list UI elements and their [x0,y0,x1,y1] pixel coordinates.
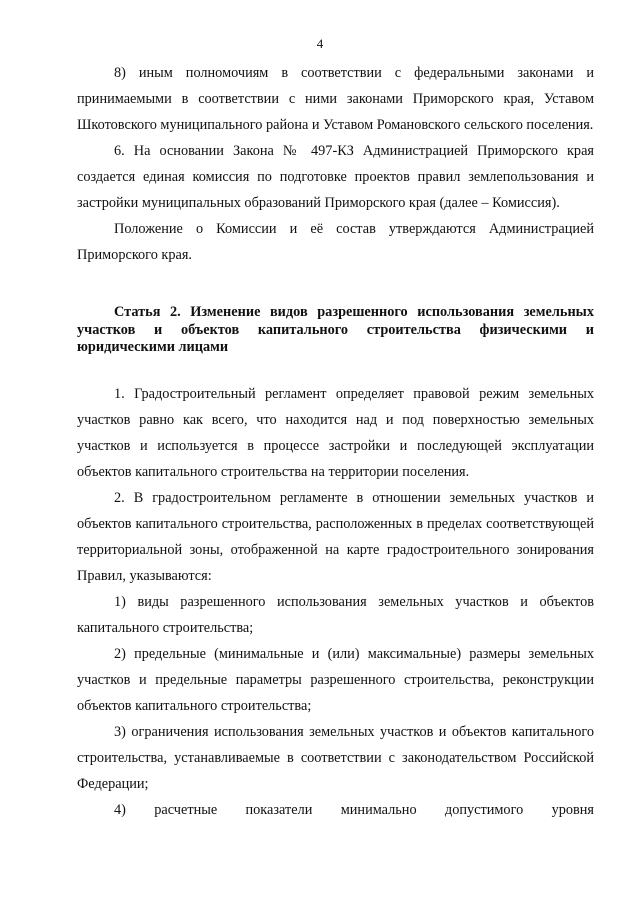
paragraph-point-2: 2. В градостроительном регламенте в отношении земельных участков и объектов капитального строительства, расположенных в пределах соответствующей территориальной зоны, отображенной на карте градостроительного зонирования Правил, указываются: [77,489,594,584]
paragraph-subitem-3: 3) ограничения использования земельных участков и объектов капитального строительства, устанавливаемые в соответствии с законодательством Российской Федерации; [77,723,594,792]
paragraph-subitem-1: 1) виды разрешенного использования земельных участков и объектов капитального строительства; [77,593,594,636]
paragraph-point-1: 1. Градостроительный регламент определяет правовой режим земельных участков равно как всего, что находится над и под поверхностью земельных участков и используется в процессе застройки и последующей эксплуатации объектов капитального строительства на территории поселения. [77,385,594,480]
paragraph-item-8: 8) иным полномочиям в соответствии с федеральными законами и принимаемыми в соответствии с ними законами Приморского края, Уставом Шкотовского муниципального района и Уставом Романовского сельского поселения. [77,65,594,133]
paragraph-commission-regulation: Положение о Комиссии и её состав утверждаются Администрацией Приморского края. [77,221,594,263]
document-body [77,60,594,823]
article-heading: Статья 2. Изменение видов разрешенного использования земельных участков и объектов капитального строительства физическими и юридическими лицами [77,304,594,355]
paragraph-subitem-4: 4) расчетные показатели минимально допустимого уровня [114,801,594,818]
paragraph-point-6: 6. На основании Закона № 497-КЗ Администрацией Приморского края создается единая комиссия по подготовке проектов правил землепользования и застройки муниципальных образований Приморского края (далее – Комиссия). [77,143,594,211]
page-number: 4 [316,36,324,51]
paragraph-subitem-2: 2) предельные (минимальные и (или) максимальные) размеры земельных участков и предельные параметры разрешенного строительства, реконструкции объектов капитального строительства; [77,645,594,714]
